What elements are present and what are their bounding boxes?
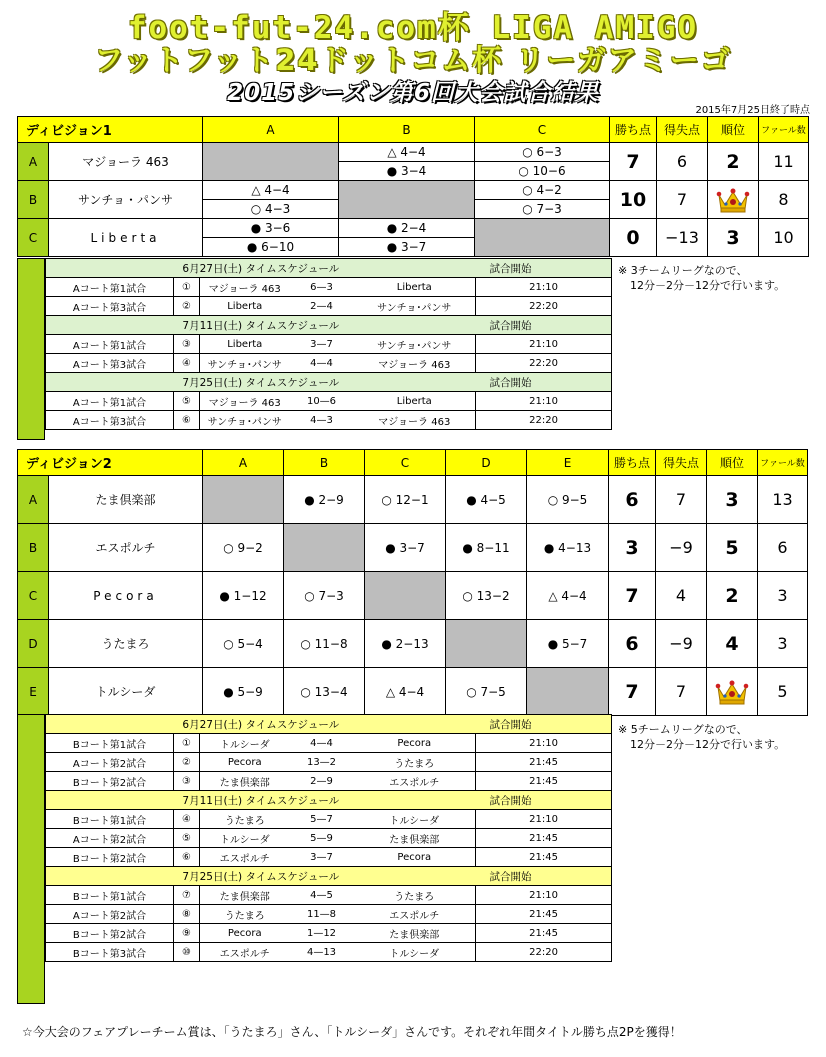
header-row (18, 117, 809, 143)
schedule-side-bar (17, 714, 45, 1004)
team-name: うたまろ (49, 620, 203, 668)
court: Aコート第1試合 (46, 278, 174, 297)
schedule-date: 7月25日(土) タイムスケジュール (46, 867, 476, 886)
kickoff-time: 21:10 (476, 278, 612, 297)
score: 1—12 (290, 924, 354, 943)
goal-difference: 7 (656, 668, 707, 716)
game-number: ② (174, 297, 200, 316)
result-cell (475, 181, 610, 219)
stat-head: 順位 (708, 117, 759, 143)
court: Bコート第2試合 (46, 924, 174, 943)
self-match-cell (284, 524, 365, 572)
score: 2—4 (290, 297, 354, 316)
team-name: トルシーダ (49, 668, 203, 716)
kickoff-time: 21:10 (476, 886, 612, 905)
start-time-head: 試合開始 (476, 316, 612, 335)
points: 7 (610, 143, 657, 181)
kickoff-time: 21:45 (476, 848, 612, 867)
court: Aコート第3試合 (46, 354, 174, 373)
game-row (46, 734, 612, 753)
header-row (18, 450, 808, 476)
home-team: マジョーラ 463 (200, 392, 290, 411)
schedule-date: 7月25日(土) タイムスケジュール (46, 373, 476, 392)
team-name: たま倶楽部 (49, 476, 203, 524)
points: 10 (610, 181, 657, 219)
schedule-date-row (46, 867, 612, 886)
fouls: 11 (759, 143, 809, 181)
match-result: ● 4−13 (527, 524, 609, 572)
court: Aコート第2試合 (46, 905, 174, 924)
game-number: ① (174, 278, 200, 297)
game-number: ⑥ (174, 848, 200, 867)
division2-note (618, 722, 785, 752)
home-team: Pecora (200, 924, 290, 943)
home-team: サンチョ･パンサ (200, 411, 290, 430)
team-row (18, 181, 809, 219)
away-team: Liberta (354, 278, 476, 297)
points: 7 (609, 572, 656, 620)
column-head: B (284, 450, 365, 476)
match-result: ● 5−7 (527, 620, 609, 668)
match-result: ○ 7−3 (475, 199, 609, 219)
points: 6 (609, 620, 656, 668)
game-number: ③ (174, 335, 200, 354)
as-of-date: 2015年7月25日終了時点 (695, 105, 810, 116)
game-row (46, 829, 612, 848)
match-result: ○ 10−6 (475, 161, 609, 181)
match-result: ○ 9−2 (203, 524, 284, 572)
match-result: △ 4−4 (251, 182, 290, 197)
kickoff-time: 21:10 (476, 392, 612, 411)
away-team: Pecora (354, 734, 476, 753)
row-letter: B (18, 181, 49, 219)
rank: 5 (707, 524, 758, 572)
match-result: ● 3−6 (250, 220, 291, 235)
team-name: エスポルチ (49, 524, 203, 572)
match-result: ○ 13−2 (446, 572, 527, 620)
kickoff-time: 22:20 (476, 411, 612, 430)
stat-head: 得失点 (656, 450, 707, 476)
game-number: ⑨ (174, 924, 200, 943)
fouls: 3 (758, 572, 808, 620)
court: Aコート第2試合 (46, 829, 174, 848)
fouls: 8 (759, 181, 809, 219)
score: 4—5 (290, 886, 354, 905)
match-result: ○ 7−3 (284, 572, 365, 620)
title-line-2: フットフット24ドットコム杯 リーガアミーゴ (94, 43, 732, 77)
home-team: うたまろ (200, 810, 290, 829)
rank (707, 668, 758, 716)
team-name: Pecora (49, 572, 203, 620)
division1-standings (17, 116, 809, 257)
score: 6—3 (290, 278, 354, 297)
points: 0 (610, 219, 657, 257)
game-number: ⑤ (174, 392, 200, 411)
row-letter: A (18, 143, 49, 181)
schedule-date-row (46, 259, 612, 278)
title-line-3: 2015シーズン第6回大会試合結果 (227, 80, 599, 106)
stat-head: ファール数 (758, 450, 808, 476)
row-letter: C (18, 219, 49, 257)
away-team: Liberta (354, 392, 476, 411)
kickoff-time: 21:45 (476, 753, 612, 772)
match-result: △ 4−4 (527, 572, 609, 620)
kickoff-time: 21:10 (476, 335, 612, 354)
match-result: ○ 11−8 (284, 620, 365, 668)
score: 4—3 (290, 411, 354, 430)
match-result: ● 2−9 (284, 476, 365, 524)
game-number: ② (174, 753, 200, 772)
stat-head: 勝ち点 (609, 450, 656, 476)
schedule-date: 6月27日(土) タイムスケジュール (46, 715, 476, 734)
away-team: うたまろ (354, 886, 476, 905)
score: 13—2 (290, 753, 354, 772)
kickoff-time: 21:45 (476, 905, 612, 924)
game-number: ⑤ (174, 829, 200, 848)
division-name: ディビジョン1 (18, 117, 203, 143)
team-row (18, 476, 808, 524)
points: 3 (609, 524, 656, 572)
column-head: D (446, 450, 527, 476)
court: Aコート第1試合 (46, 392, 174, 411)
match-result: ● 2−13 (365, 620, 446, 668)
schedule-date-row (46, 373, 612, 392)
home-team: マジョーラ 463 (200, 278, 290, 297)
row-letter: A (18, 476, 49, 524)
game-row (46, 335, 612, 354)
court: Bコート第2試合 (46, 772, 174, 791)
self-match-cell (446, 620, 527, 668)
stat-head: ファール数 (759, 117, 809, 143)
court: Aコート第2試合 (46, 753, 174, 772)
column-head: E (527, 450, 609, 476)
self-match-cell (203, 143, 339, 181)
away-team: エスポルチ (354, 772, 476, 791)
start-time-head: 試合開始 (476, 373, 612, 392)
match-result: ○ 4−3 (203, 199, 338, 219)
court: Bコート第1試合 (46, 886, 174, 905)
column-head: B (339, 117, 475, 143)
match-result: ○ 12−1 (365, 476, 446, 524)
game-number: ⑦ (174, 886, 200, 905)
goal-difference: −13 (657, 219, 708, 257)
division1-schedule (17, 258, 617, 440)
stat-head: 得失点 (657, 117, 708, 143)
fair-play-note: ☆今大会のフェアプレーチーム賞は、「うたまろ」さん、「トルシーダ」さんです。それぞれ年間タイトル勝ち点2Pを獲得！ (22, 1025, 682, 1039)
game-row (46, 924, 612, 943)
game-row (46, 411, 612, 430)
game-number: ④ (174, 810, 200, 829)
away-team: Pecora (354, 848, 476, 867)
match-result: ● 3−7 (339, 237, 474, 257)
row-letter: B (18, 524, 49, 572)
score: 4—13 (290, 943, 354, 962)
score: 5—7 (290, 810, 354, 829)
column-head: C (365, 450, 446, 476)
court: Bコート第1試合 (46, 734, 174, 753)
rank: 2 (707, 572, 758, 620)
self-match-cell (365, 572, 446, 620)
court: Aコート第3試合 (46, 297, 174, 316)
goal-difference: −9 (656, 620, 707, 668)
column-head: A (203, 450, 284, 476)
score: 4—4 (290, 734, 354, 753)
home-team: Liberta (200, 335, 290, 354)
team-row (18, 668, 808, 716)
column-head: C (475, 117, 610, 143)
title-line-1: foot-fut-24.com杯 LIGA AMIGO (127, 10, 699, 46)
home-team: たま倶楽部 (200, 772, 290, 791)
court: Bコート第3試合 (46, 943, 174, 962)
team-row (18, 143, 809, 181)
match-result: ○ 13−4 (284, 668, 365, 716)
match-result: ○ 9−5 (527, 476, 609, 524)
match-result: △ 4−4 (387, 144, 426, 159)
score: 10—6 (290, 392, 354, 411)
fouls: 6 (758, 524, 808, 572)
game-number: ③ (174, 772, 200, 791)
self-match-cell (475, 219, 610, 257)
self-match-cell (339, 181, 475, 219)
row-letter: E (18, 668, 49, 716)
stat-head: 勝ち点 (610, 117, 657, 143)
game-row (46, 392, 612, 411)
court: Bコート第2試合 (46, 848, 174, 867)
away-team: たま倶楽部 (354, 829, 476, 848)
match-result: ● 6−10 (203, 237, 338, 257)
game-row (46, 848, 612, 867)
kickoff-time: 22:20 (476, 297, 612, 316)
fouls: 3 (758, 620, 808, 668)
score: 5—9 (290, 829, 354, 848)
game-row (46, 278, 612, 297)
kickoff-time: 21:10 (476, 734, 612, 753)
kickoff-time: 21:45 (476, 772, 612, 791)
game-number: ① (174, 734, 200, 753)
away-team: トルシーダ (354, 943, 476, 962)
home-team: エスポルチ (200, 848, 290, 867)
schedule-date-row (46, 316, 612, 335)
home-team: サンチョ･パンサ (200, 354, 290, 373)
rank: 3 (708, 219, 759, 257)
rank: 3 (707, 476, 758, 524)
away-team: エスポルチ (354, 905, 476, 924)
game-row (46, 772, 612, 791)
result-cell (339, 143, 475, 181)
away-team: マジョーラ 463 (354, 411, 476, 430)
division1-note (618, 263, 785, 293)
note-line: ※ 5チームリーグなので、 (618, 723, 748, 736)
game-row (46, 810, 612, 829)
kickoff-time: 22:20 (476, 943, 612, 962)
points: 7 (609, 668, 656, 716)
result-cell (475, 143, 610, 181)
game-row (46, 943, 612, 962)
row-letter: C (18, 572, 49, 620)
match-result: ● 2−4 (386, 220, 427, 235)
rank: 4 (707, 620, 758, 668)
away-team: うたまろ (354, 753, 476, 772)
stat-head: 順位 (707, 450, 758, 476)
note-line: ※ 3チームリーグなので、 (618, 264, 748, 277)
team-row (18, 620, 808, 668)
game-number: ④ (174, 354, 200, 373)
fouls: 13 (758, 476, 808, 524)
home-team: うたまろ (200, 905, 290, 924)
goal-difference: 7 (656, 476, 707, 524)
fouls: 10 (759, 219, 809, 257)
game-row (46, 297, 612, 316)
game-row (46, 354, 612, 373)
self-match-cell (203, 476, 284, 524)
match-result: ● 8−11 (446, 524, 527, 572)
away-team: トルシーダ (354, 810, 476, 829)
goal-difference: 7 (657, 181, 708, 219)
match-result: ○ 5−4 (203, 620, 284, 668)
schedule-date-row (46, 715, 612, 734)
match-result: ● 3−7 (365, 524, 446, 572)
kickoff-time: 21:45 (476, 924, 612, 943)
match-result: ○ 6−3 (522, 144, 562, 159)
row-letter: D (18, 620, 49, 668)
home-team: Pecora (200, 753, 290, 772)
game-number: ⑧ (174, 905, 200, 924)
game-number: ⑥ (174, 411, 200, 430)
team-name: マジョーラ 463 (49, 143, 203, 181)
match-result: △ 4−4 (365, 668, 446, 716)
court: Aコート第3試合 (46, 411, 174, 430)
away-team: マジョーラ 463 (354, 354, 476, 373)
goal-difference: 6 (657, 143, 708, 181)
home-team: Liberta (200, 297, 290, 316)
kickoff-time: 21:10 (476, 810, 612, 829)
team-name: Liberta (49, 219, 203, 257)
score: 3—7 (290, 848, 354, 867)
score: 11—8 (290, 905, 354, 924)
team-row (18, 219, 809, 257)
team-row (18, 524, 808, 572)
team-row (18, 572, 808, 620)
crown-icon (715, 680, 749, 702)
division2-schedule (17, 714, 617, 1004)
home-team: トルシーダ (200, 829, 290, 848)
self-match-cell (527, 668, 609, 716)
schedule-date: 6月27日(土) タイムスケジュール (46, 259, 476, 278)
away-team: サンチョ･パンサ (354, 335, 476, 354)
schedule-date: 7月11日(土) タイムスケジュール (46, 316, 476, 335)
match-result: ● 1−12 (203, 572, 284, 620)
away-team: サンチョ･パンサ (354, 297, 476, 316)
start-time-head: 試合開始 (476, 715, 612, 734)
court: Aコート第1試合 (46, 335, 174, 354)
note-line: 12分－2分－12分で行います。 (630, 738, 786, 751)
kickoff-time: 22:20 (476, 354, 612, 373)
match-result: ○ 4−2 (522, 182, 562, 197)
match-result: ● 4−5 (446, 476, 527, 524)
result-cell (339, 219, 475, 257)
match-result: ○ 7−5 (446, 668, 527, 716)
division2-standings (17, 449, 808, 716)
game-number: ⑩ (174, 943, 200, 962)
home-team: トルシーダ (200, 734, 290, 753)
column-head: A (203, 117, 339, 143)
away-team: たま倶楽部 (354, 924, 476, 943)
match-result: ● 5−9 (203, 668, 284, 716)
home-team: たま倶楽部 (200, 886, 290, 905)
home-team: エスポルチ (200, 943, 290, 962)
game-row (46, 886, 612, 905)
game-row (46, 753, 612, 772)
game-row (46, 905, 612, 924)
schedule-side-bar (17, 258, 45, 440)
score: 4—4 (290, 354, 354, 373)
start-time-head: 試合開始 (476, 259, 612, 278)
score: 2—9 (290, 772, 354, 791)
schedule-date-row (46, 791, 612, 810)
goal-difference: 4 (656, 572, 707, 620)
start-time-head: 試合開始 (476, 867, 612, 886)
fouls: 5 (758, 668, 808, 716)
score: 3—7 (290, 335, 354, 354)
division-name: ディビジョン2 (18, 450, 203, 476)
points: 6 (609, 476, 656, 524)
result-cell (203, 181, 339, 219)
rank (708, 181, 759, 219)
schedule-date: 7月11日(土) タイムスケジュール (46, 791, 476, 810)
court: Bコート第1試合 (46, 810, 174, 829)
kickoff-time: 21:45 (476, 829, 612, 848)
goal-difference: −9 (656, 524, 707, 572)
rank: 2 (708, 143, 759, 181)
result-cell (203, 219, 339, 257)
crown-icon (716, 188, 750, 210)
match-result: ● 3−4 (339, 161, 474, 181)
note-line: 12分－2分－12分で行います。 (630, 279, 786, 292)
start-time-head: 試合開始 (476, 791, 612, 810)
team-name: サンチョ・パンサ (49, 181, 203, 219)
